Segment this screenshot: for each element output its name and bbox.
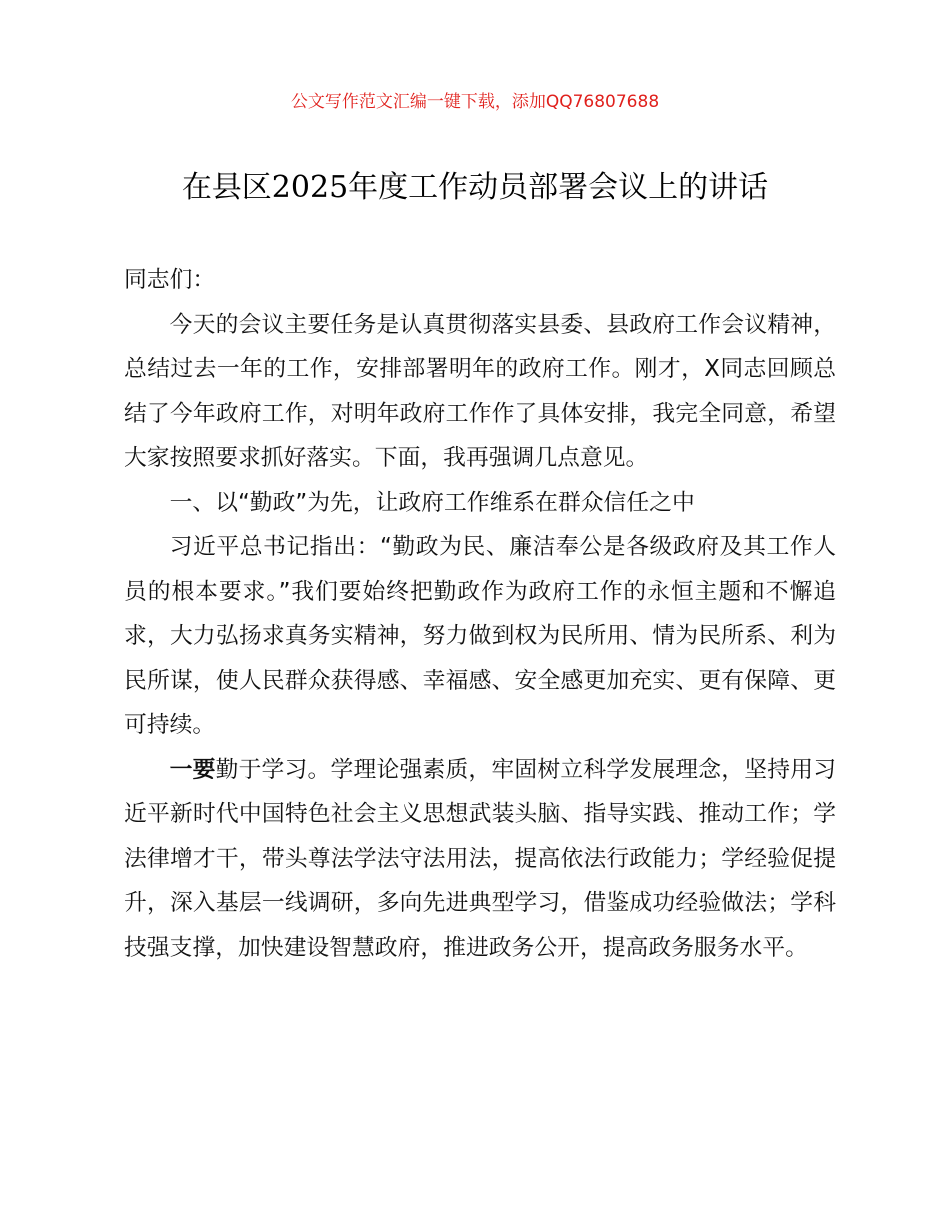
- paragraph-point-one: [124, 748, 836, 971]
- document-body: [124, 258, 836, 970]
- document-title: 在县区2025年度工作动员部署会议上的讲话: [181, 170, 769, 205]
- paragraph-quote: 习近平总书记指出：“勤政为民、廉洁奉公是各级政府及其工作人员的根本要求。”我们要始终把勤政作为政府工作的永恒主题和不懈追求，大力弘扬求真务实精神，努力做到权为民所用、情为民所系、利为民所谋，使人民群众获得感、幸福感、安全感更加充实、更有保障、更可持续。: [124, 534, 836, 738]
- point-one-text: 勤于学习。学理论强素质，牢固树立科学发展理念，坚持用习近平新时代中国特色社会主义思想武装头脑、指导实践、推动工作；学法律增才干，带头尊法学法守法用法，提高依法行政能力；学经验促提升，深入基层一线调研，多向先进典型学习，借鉴成功经验做法；学科技强支撑，加快建设智慧政府，推进政务公开，提高政务服务水平。: [124, 756, 837, 961]
- paragraph-intro: 今天的会议主要任务是认真贯彻落实县委、县政府工作会议精神，总结过去一年的工作，安排部署明年的政府工作。刚才，X同志回顾总结了今年政府工作，对明年政府工作作了具体安排，我完全同意，希望大家按照要求抓好落实。下面，我再强调几点意见。: [124, 311, 836, 471]
- watermark-text: 公文写作范文汇编一键下载，添加QQ76807688: [290, 92, 660, 112]
- salutation: 同志们：: [124, 267, 216, 293]
- point-one-lead: 一要: [169, 756, 216, 783]
- section-heading: 一、以“勤政”为先，让政府工作维系在群众信任之中: [169, 489, 695, 516]
